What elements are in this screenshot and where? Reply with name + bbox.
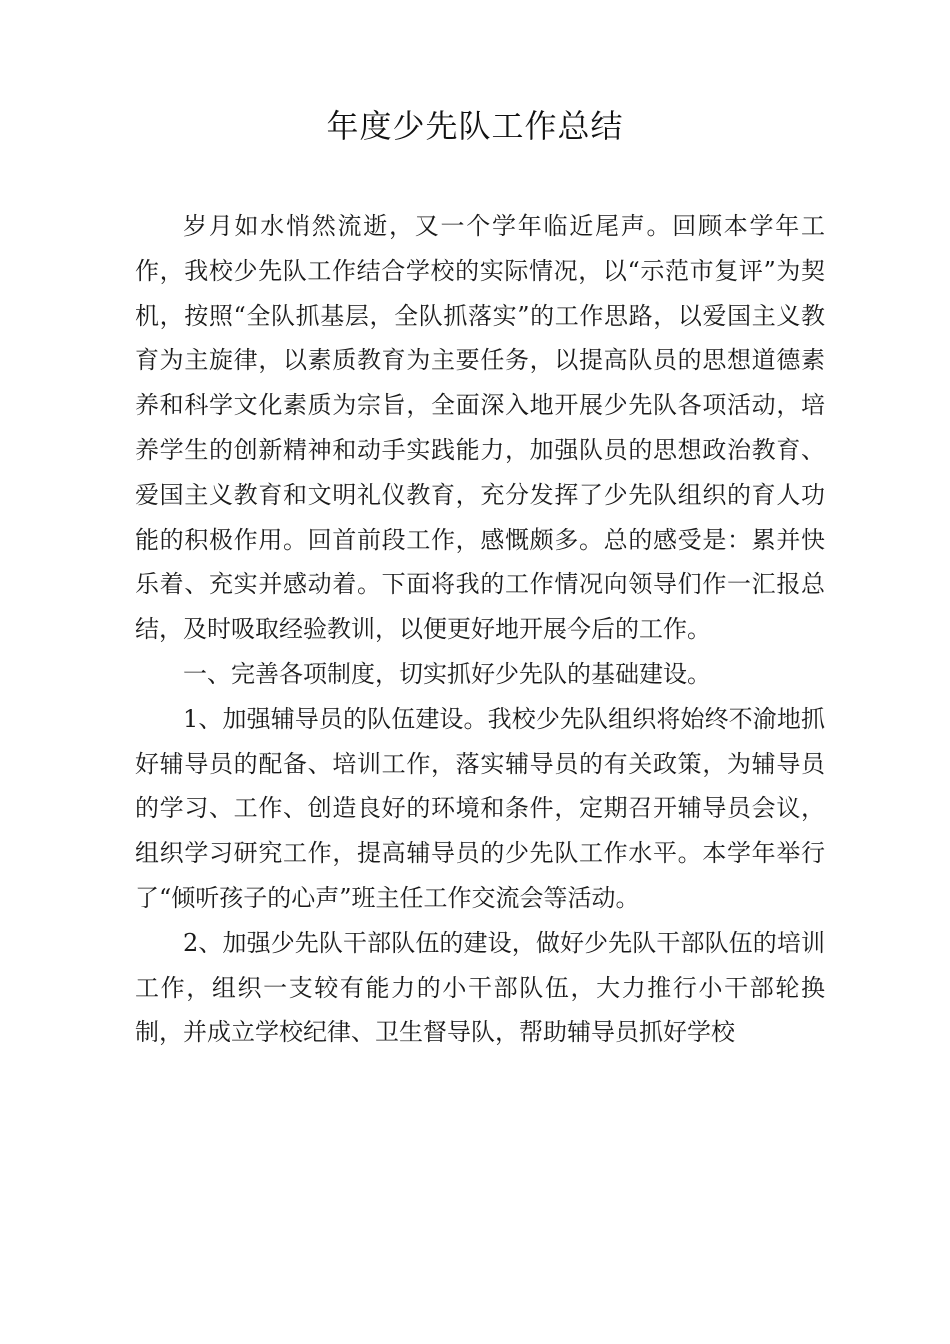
section-heading-1: 一、完善各项制度，切实抓好少先队的基础建设。 [183,659,711,688]
document-body [135,204,825,1055]
paragraph-item-1: 1、加强辅导员的队伍建设。我校少先队组织将始终不渝地抓好辅导员的配备、培训工作，落实辅导员的有关政策，为辅导员的学习、工作、创造良好的环境和条件，定期召开辅导员会议，组织学习研究工作，提高辅导员的少先队工作水平。本学年举行了“倾听孩子的心声”班主任工作交流会等活动。 [135,704,825,912]
document-title: 年度少先队工作总结 [326,107,624,145]
paragraph-intro: 岁月如水悄然流逝，又一个学年临近尾声。回顾本学年工作，我校少先队工作结合学校的实际情况，以“示范市复评”为契机，按照“全队抓基层，全队抓落实”的工作思路，以爱国主义教育为主旋律，以素质教育为主要任务，以提高队员的思想道德素养和科学文化素质为宗旨，全面深入地开展少先队各项活动，培养学生的创新精神和动手实践能力，加强队员的思想政治教育、爱国主义教育和文明礼仪教育，充分发挥了少先队组织的育人功能的积极作用。回首前段工作，感慨颇多。总的感受是：累并快乐着、充实并感动着。下面将我的工作情况向领导们作一汇报总结，及时吸取经验教训，以便更好地开展今后的工作。 [135,212,825,644]
paragraph-item-2: 2、加强少先队干部队伍的建设，做好少先队干部队伍的培训工作，组织一支较有能力的小干部队伍，大力推行小干部轮换制，并成立学校纪律、卫生督导队，帮助辅导员抓好学校 [135,928,825,1047]
